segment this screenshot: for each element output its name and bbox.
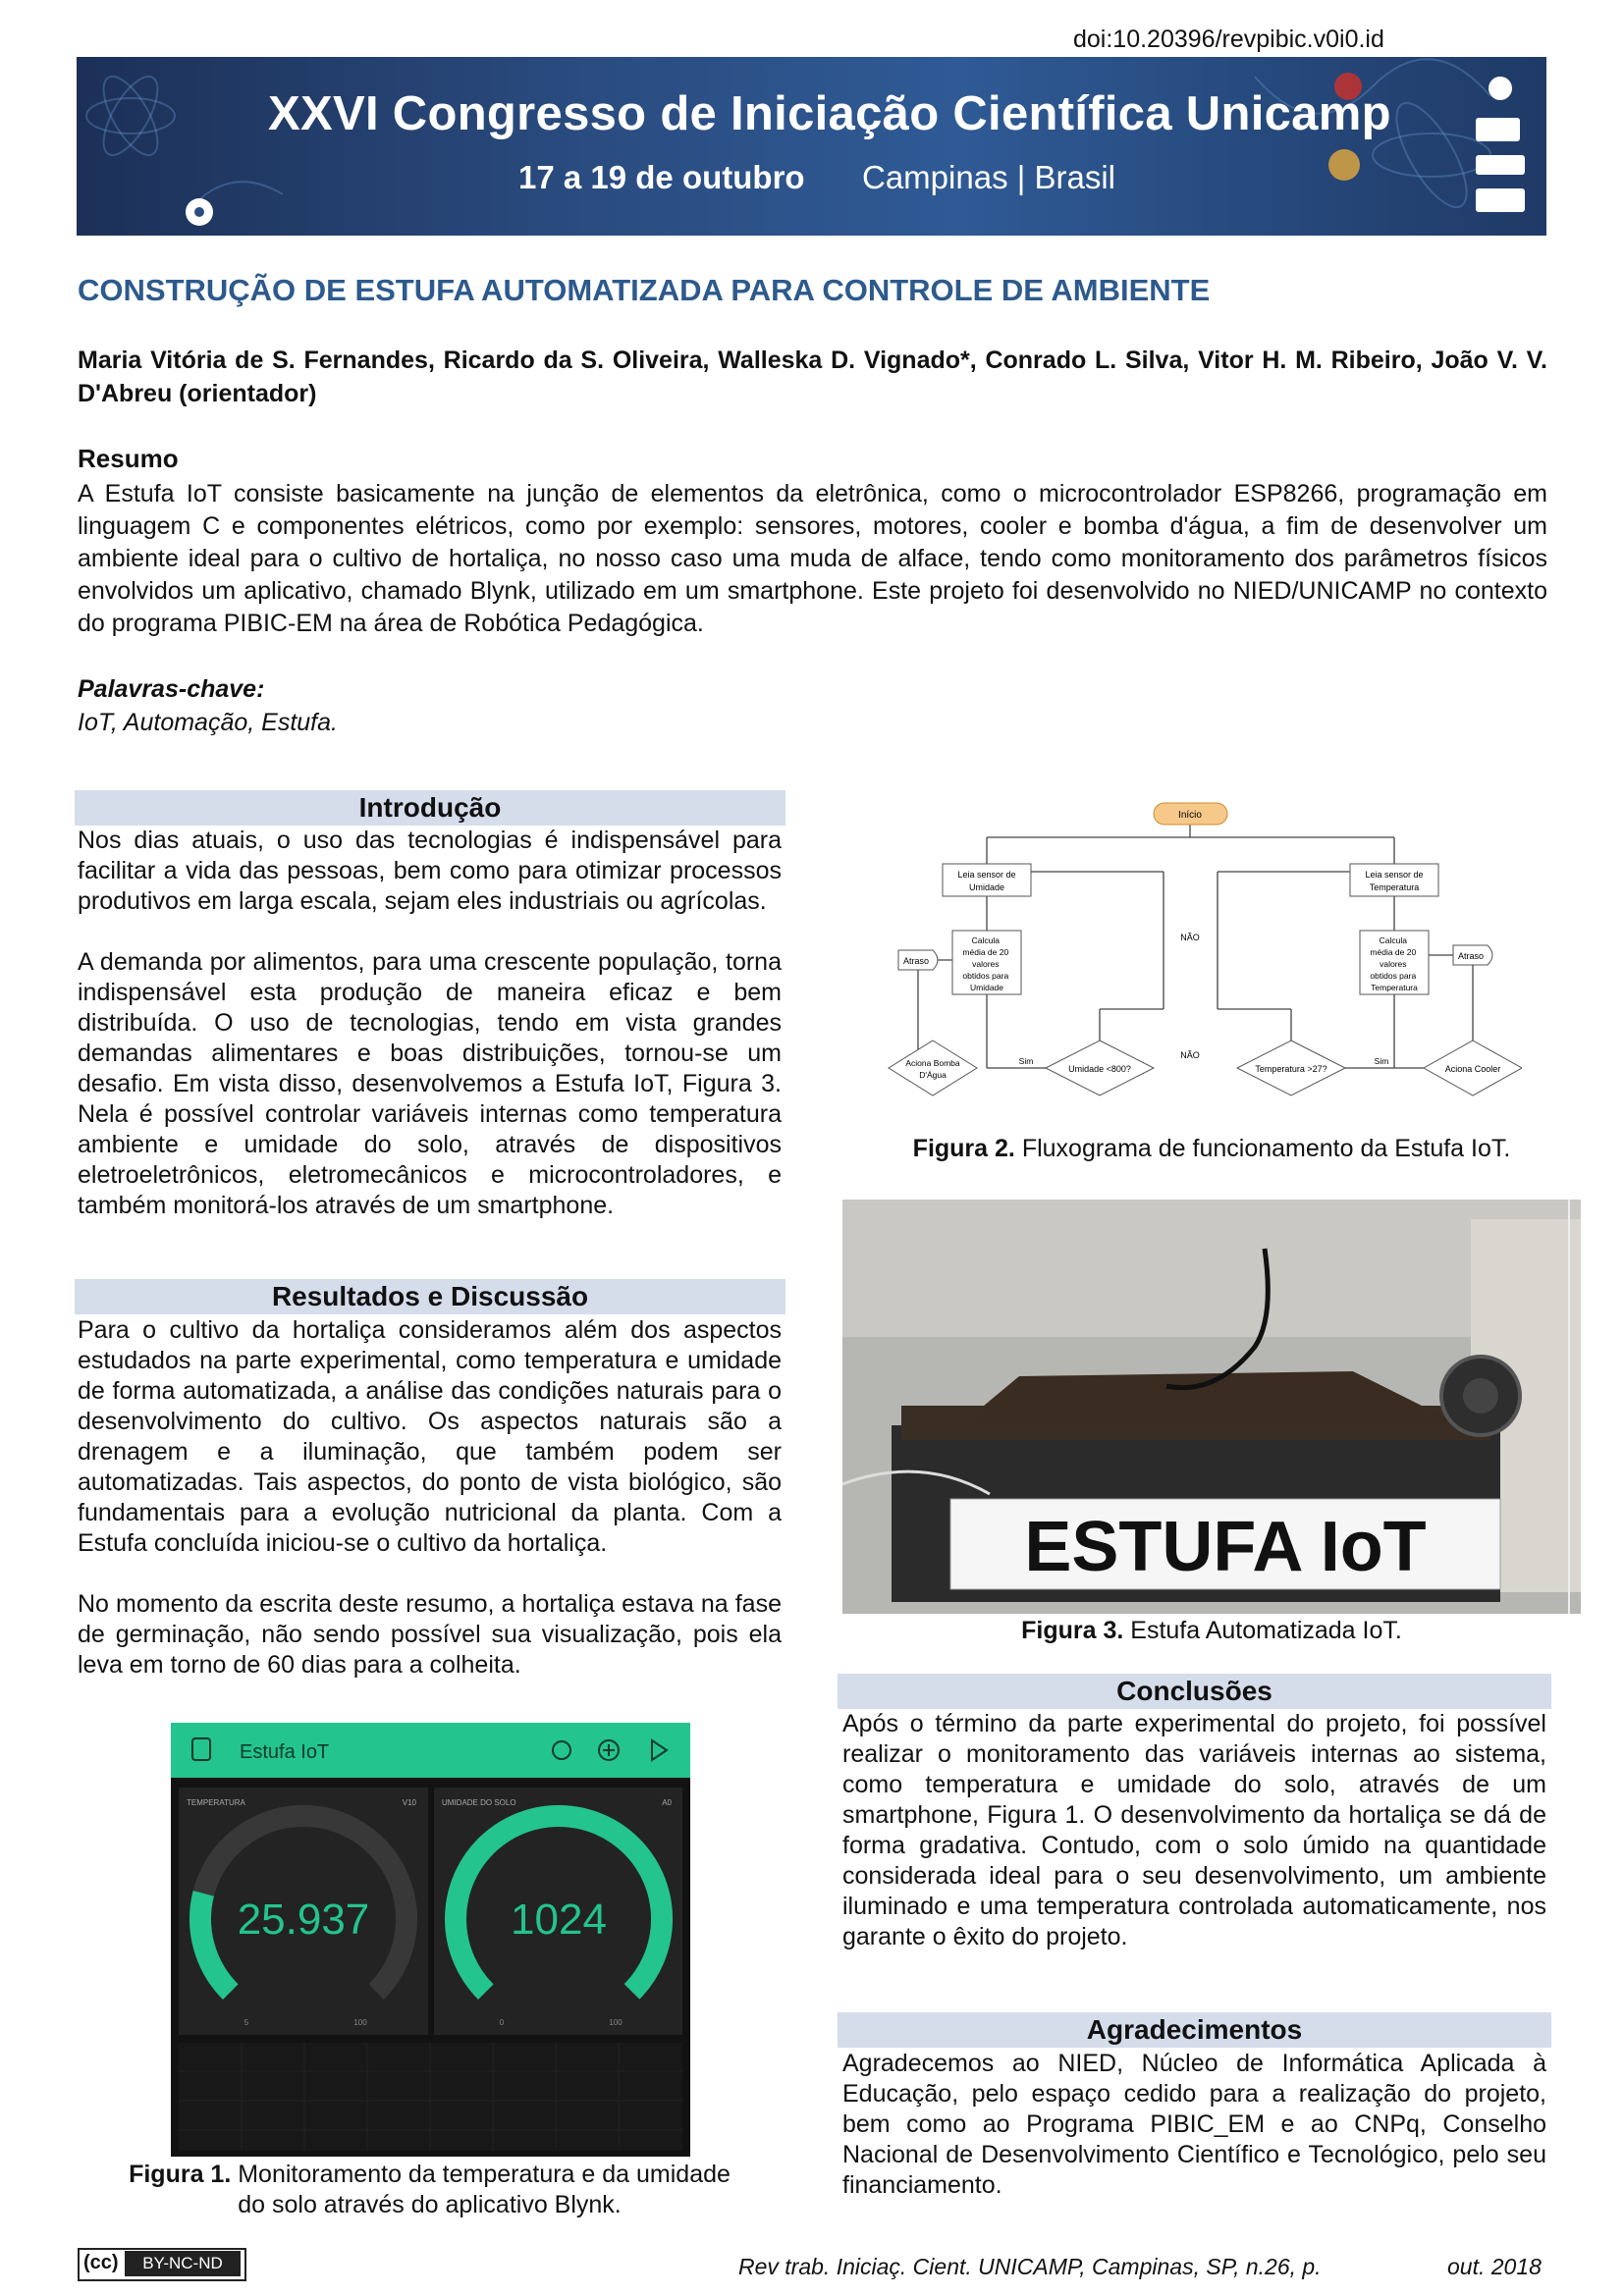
intro-paragraph-1: Nos dias atuais, o uso das tecnologias é indispensável para facilitar a vida das pessoas, bem como para otimizar processos produtivos em larga escala, sejam eles industriais ou agrícolas. — [78, 827, 782, 915]
flow-read-temperature-line1: Leia sensor de — [1365, 870, 1424, 880]
gauge-soil-min: 0 — [499, 2018, 505, 2027]
flow-read-humidity-line2: Umidade — [968, 882, 1005, 892]
app-title: Estufa IoT — [240, 1741, 330, 1763]
gauge-temperature-label: TEMPERATURA — [187, 1798, 245, 1807]
authors: Maria Vitória de S. Fernandes, Ricardo da S. Oliveira, Walleska D. Vignado*, Conrado L. Silva, Vitor H. M. Ribeiro, João V. V. D'Abreu (orientador) — [78, 347, 1547, 407]
gauge-soil-pin: A0 — [662, 1798, 672, 1807]
flow-yes-right-label: Sim — [1374, 1056, 1389, 1066]
acknowledgements-text: Agradecemos ao NIED, Núcleo de Informática Aplicada à Educação, pelo espaço cedido para a realização do projeto, bem como ao Programa PIBIC_EM e ao CNPq, Conselho Nacional de Desenvolvimento Científico e Tecnológico, pelo seu financiamento. — [842, 2050, 1546, 2199]
flow-pump-line1: Aciona Bomba — [905, 1058, 960, 1068]
figure2-label: Figura 2. — [912, 1135, 1015, 1162]
photo-illustration — [842, 1200, 1581, 1614]
banner-place: Campinas | Brasil — [862, 159, 1115, 195]
flow-read-humidity-line1: Leia sensor de — [957, 870, 1016, 880]
keywords-text: IoT, Automação, Estufa. — [78, 709, 338, 736]
conclusions-text: Após o término da parte experimental do projeto, foi possível realizar o monitoramento das variáveis internas ao sistema, como temperatura e umidade do solo, através de um smartphone, Figura 1. O desenvolvimento da hortaliça se dá de forma gradativa. Contudo, com o solo úmido na quantidade considerada ideal para o seu desenvolvimento, um ambiente iluminado e uma temperatura controlada automaticamente, nos garante o êxito do projeto. — [842, 1710, 1546, 1950]
figure1-label: Figura 1. — [129, 2161, 232, 2188]
gauge-soil-value: 1024 — [511, 1896, 607, 1944]
cc-license-badge — [78, 2248, 246, 2281]
banner-decoration — [77, 57, 1546, 236]
figure1-caption-line2: do solo através do aplicativo Blynk. — [238, 2191, 622, 2218]
figure2-caption — [842, 1134, 1581, 1164]
keywords-heading: Palavras-chave: — [78, 675, 265, 703]
flow-no-mid-label: NÃO — [1180, 1050, 1200, 1060]
flow-yes-left-label: Sim — [1018, 1056, 1034, 1066]
flow-start-label: Início — [1178, 810, 1202, 821]
flow-calc-temperature-text: Calcula média de 20 valores obtidos para Temperatura — [1370, 935, 1418, 992]
intro-heading: Introdução — [75, 790, 785, 826]
flow-humidity-check-label: Umidade <800? — [1068, 1064, 1131, 1074]
flow-cooler-label: Aciona Cooler — [1444, 1064, 1501, 1074]
flow-delay-left-label: Atraso — [902, 956, 930, 966]
blynk-app-screenshot — [171, 1723, 690, 2157]
estufa-sign: ESTUFA IoT — [1024, 1508, 1427, 1586]
paper-title: CONSTRUÇÃO DE ESTUFA AUTOMATIZADA PARA CONTROLE DE AMBIENTE — [78, 273, 1211, 307]
figure1-caption — [78, 2160, 782, 2220]
gauge-soil-label: UMIDADE DO SOLO — [442, 1798, 516, 1807]
gauge-temperature-max: 100 — [353, 2018, 367, 2027]
gauge-temperature-value: 25.937 — [237, 1896, 370, 1944]
figure3-label: Figura 3. — [1021, 1617, 1124, 1644]
results-paragraph-2: No momento da escrita deste resumo, a hortaliça estava na fase de germinação, não sendo possível sua visualização, pois ela leva em torno de 60 dias para a colheita. — [78, 1590, 782, 1679]
cc-icon: (cc) — [83, 2252, 119, 2273]
license-text: BY-NC-ND — [125, 2251, 241, 2276]
gauge-temperature-min: 5 — [244, 2018, 249, 2027]
acknowledgements-heading: Agradecimentos — [838, 2012, 1551, 2048]
flow-calc-humidity-text: Calcula média de 20 valores obtidos para Umidade — [962, 935, 1009, 992]
figure1-caption-line1: Monitoramento da temperatura e da umidade — [238, 2161, 731, 2188]
flow-temperature-check-label: Temperatura >27? — [1255, 1064, 1327, 1074]
flow-read-temperature-line2: Temperatura — [1369, 882, 1420, 892]
doi: doi:10.20396/revpibic.v0i0.id — [1073, 26, 1384, 53]
figure2-caption-text: Fluxograma de funcionamento da Estufa IoT. — [1021, 1135, 1511, 1162]
intro-paragraph-2: A demanda por alimentos, para uma crescente população, torna indispensável esta produção de maneira eficaz e bem distribuída. O uso de tecnologias, tendo em vista grandes demandas alimentares e boas distribuições, tornou-se um desafio. Em vista disso, desenvolvemos a Estufa IoT, Figura 3. Nela é possível controlar variáveis internas como temperatura ambiente e umidade do solo, através de dispositivos eletroeletrônicos, eletromecânicos e microcontroladores, e também monitorá-los através de um smartphone. — [78, 948, 782, 1219]
greenhouse-photo — [842, 1200, 1581, 1614]
conference-banner — [77, 57, 1546, 236]
flow-pump-line2: D'Água — [919, 1070, 947, 1080]
results-paragraph-1: Para o cultivo da hortaliça consideramos além dos aspectos estudados na parte experimental, como temperatura e umidade de forma automatizada, a análise das condições naturais para o desenvolvimento do cultivo. Os aspectos naturais são a drenagem e a iluminação, que também podem ser automatizadas. Tais aspectos, do ponto de vista biológico, são fundamentais para a evolução nutricional da planta. Com a Estufa concluída iniciou-se o cultivo da hortaliça. — [78, 1316, 782, 1557]
banner-title: XXVI Congresso de Iniciação Científica Unicamp — [268, 87, 1391, 140]
conclusions-heading: Conclusões — [838, 1674, 1551, 1709]
footer-date: out. 2018 — [1447, 2254, 1542, 2279]
gauge-temperature-pin: V10 — [402, 1798, 416, 1807]
footer-journal: Rev trab. Iniciaç. Cient. UNICAMP, Campinas, SP, n.26, p. — [738, 2254, 1322, 2279]
results-heading: Resultados e Discussão — [75, 1279, 785, 1314]
abstract-heading: Resumo — [78, 444, 179, 473]
flow-pump-node — [889, 1041, 977, 1095]
flowchart — [879, 793, 1522, 1117]
gauge-soil-max: 100 — [609, 2018, 623, 2027]
abstract-text: A Estufa IoT consiste basicamente na junção de elementos da eletrônica, como o microcontrolador ESP8266, programação em linguagem C e componentes elétricos, como por exemplo: sensores, motores, cooler e bomba d'água, a fim de desenvolver um ambiente ideal para o cultivo de hortaliça, no nosso caso uma muda de alface, tendo como monitoramento dos parâmetros físicos envolvidos um aplicativo, chamado Blynk, utilizado em um smartphone. Este projeto foi desenvolvido no NIED/UNICAMP no contexto do programa PIBIC-EM na área de Robótica Pedagógica. — [78, 480, 1547, 637]
banner-dates: 17 a 19 de outubro — [518, 159, 805, 195]
flow-delay-right-label: Atraso — [1457, 951, 1485, 961]
figure3-caption-text: Estufa Automatizada IoT. — [1130, 1617, 1402, 1644]
figure3-caption — [842, 1616, 1581, 1646]
flow-no-top-label: NÃO — [1180, 933, 1200, 942]
